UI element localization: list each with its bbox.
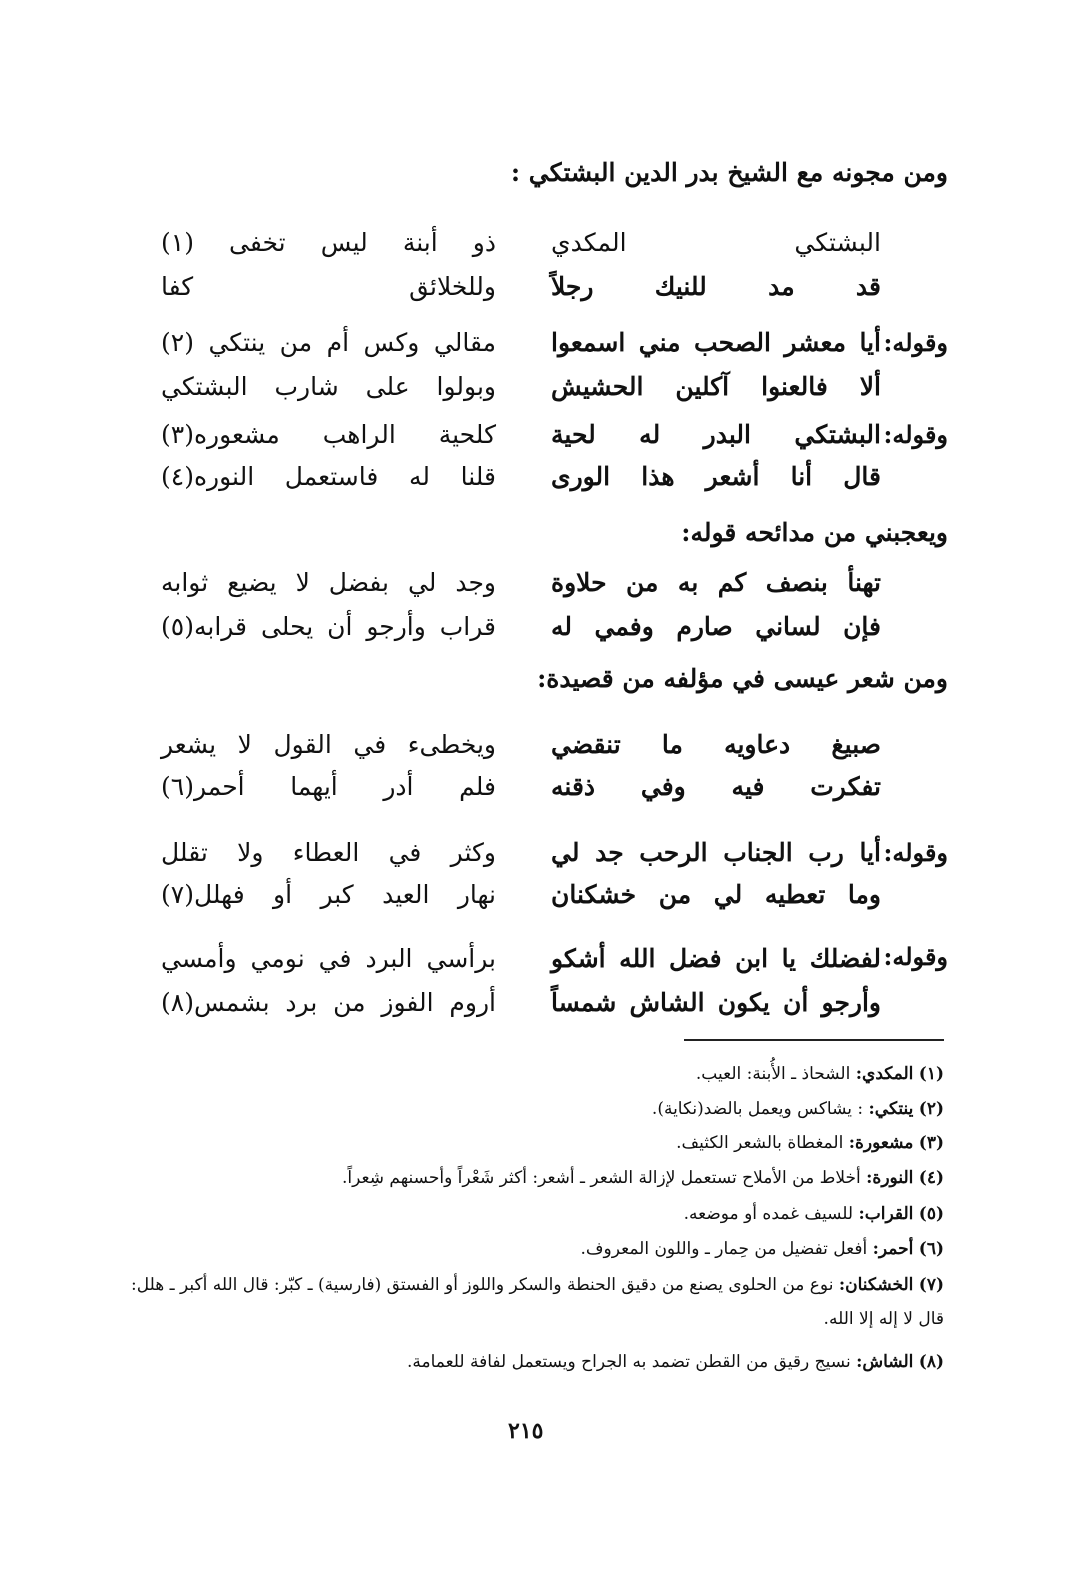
poem7-right-hemistich-2: وأرجو أن يكون الشاش شمساً <box>551 988 881 1017</box>
footnote-7 <box>124 1268 944 1336</box>
footnote-number: (٣) <box>918 1133 944 1153</box>
footnote-text: نسيج رقيق من القطن تضمد به الجراح ويستعمل لفافة للعمامة. <box>406 1352 851 1372</box>
footnote-text: الشحاذ ـ الأُبنة: العيب. <box>695 1064 851 1084</box>
footnote-text: المغطاة بالشعر الكثيف. <box>676 1133 844 1153</box>
poem3-right-hemistich-2: قال أنا أشعر هذا الورى <box>551 462 881 491</box>
footnote-term: النورة: <box>866 1168 914 1188</box>
footnote-text: أخلاط من الأملاح تستعمل لإزالة الشعر ـ أشعر: أكثر شَعْراً وأحسنهم شِعراً. <box>342 1168 861 1188</box>
footnote-1 <box>696 1064 944 1084</box>
madaih-heading: ويعجبني من مدائحه قوله: <box>681 518 948 547</box>
poem6-label: وقوله: <box>883 838 948 867</box>
footnote-text: للسيف غمده أو موضعه. <box>683 1204 854 1224</box>
poem1-left-hemistich-1: ذو أبنة ليس تخفى (١) <box>161 228 496 257</box>
poem2-left-hemistich-1: مقالي وكس أم من ينتكي (٢) <box>161 328 496 357</box>
footnote-8 <box>407 1352 944 1372</box>
footnote-number: (٢) <box>918 1099 944 1119</box>
footnote-term: ينتكي: <box>868 1099 914 1119</box>
poem4-right-hemistich-1: تهنأ بنصف كم به من حلاوة <box>551 568 881 597</box>
footnote-term: أحمر: <box>872 1239 914 1259</box>
poem2-right-hemistich-1: أيا معشر الصحب مني اسمعوا <box>551 328 881 357</box>
footnote-number: (٤) <box>918 1168 944 1188</box>
page-number: ٢١٥ <box>508 1418 544 1444</box>
footnote-6 <box>581 1239 945 1259</box>
poem7-label: وقوله: <box>883 942 948 971</box>
poem6-right-hemistich-1: أيا رب الجناب الرحب جد لي <box>551 838 881 867</box>
footnote-number: (٨) <box>918 1352 944 1372</box>
poem6-left-hemistich-1: وكثر في العطاء ولا تقلل <box>161 838 496 867</box>
footnote-text: : يشاكس ويعمل بالضد(نكاية). <box>651 1099 864 1119</box>
footnote-5 <box>684 1204 944 1224</box>
footnote-4 <box>342 1168 944 1188</box>
footnote-term: الخشكنان: <box>838 1275 914 1295</box>
poem3-right-hemistich-1: البشتكي البدر له لحية <box>551 420 881 449</box>
footnote-3 <box>676 1133 944 1153</box>
poem7-left-hemistich-1: برأسي البرد في نومي وأمسي <box>161 944 496 973</box>
poem1-left-hemistich-2: وللخلائق كفا <box>161 272 496 301</box>
footnote-term: الشاش: <box>856 1352 914 1372</box>
footnote-number: (١) <box>918 1064 944 1084</box>
poem5-left-hemistich-2: فلم أدر أيهما أحمر(٦) <box>161 772 496 801</box>
poem4-left-hemistich-2: قراب وأرجو أن يحلى قرابه(٥) <box>161 612 496 641</box>
poem2-right-hemistich-2: ألا فالعنوا آكلين الحشيش <box>551 372 881 401</box>
poem7-left-hemistich-2: أروم الفوز من برد بشمس(٨) <box>161 988 496 1017</box>
poem1-right-hemistich-2: قد مد للنيك رجلاً <box>551 272 881 301</box>
intro-heading: ومن مجونه مع الشيخ بدر الدين البشتكي : <box>510 158 948 187</box>
footnote-separator <box>684 1039 944 1041</box>
footnote-term: مشعورة: <box>848 1133 914 1153</box>
footnote-number: (٧) <box>918 1275 944 1295</box>
footnote-term: القراب: <box>858 1204 914 1224</box>
footnote-term: المكدي: <box>855 1064 914 1084</box>
poem5-left-hemistich-1: ويخطىء في القول لا يشعر <box>161 730 496 759</box>
poem3-label: وقوله: <box>883 420 948 449</box>
footnote-text: نوع من الحلوى يصنع من دقيق الحنطة والسكر واللوز أو الفستق (فارسية) ـ كبّر: قال الله أكبر ـ هلل: قال لا إله إلا الله. <box>131 1275 944 1329</box>
poem2-label: وقوله: <box>883 328 948 357</box>
poem2-left-hemistich-2: وبولوا على شارب البشتكي <box>161 372 496 401</box>
poem3-left-hemistich-1: كلحية الراهب مشعوره(٣) <box>161 420 496 449</box>
poem3-left-hemistich-2: قلنا له فاستعمل النوره(٤) <box>161 462 496 491</box>
footnote-number: (٥) <box>918 1204 944 1224</box>
isa-heading: ومن شعر عيسى في مؤلفه من قصيدة: <box>537 664 948 693</box>
poem5-right-hemistich-1: صبيغ دعاويه ما تنقضي <box>551 730 881 759</box>
footnote-text: أفعل تفضيل من حِمار ـ واللون المعروف. <box>580 1239 868 1259</box>
poem7-right-hemistich-1: لفضلك يا ابن فضل الله أشكو <box>551 944 881 973</box>
poem4-right-hemistich-2: فإن لساني صارم وفمي له <box>551 612 881 641</box>
poem5-right-hemistich-2: تفكرت فيه وفي ذقنه <box>551 772 881 801</box>
footnote-2 <box>652 1099 944 1119</box>
poem4-left-hemistich-1: وجد لي بفضل لا يضيع ثوابه <box>161 568 496 597</box>
poem1-right-hemistich-1: البشتكي المكدي <box>551 228 881 257</box>
poem6-right-hemistich-2: وما تعطيه لي من خشكنان <box>551 880 881 909</box>
poem6-left-hemistich-2: نهار العيد كبر أو فهلل(٧) <box>161 880 496 909</box>
footnote-number: (٦) <box>918 1239 944 1259</box>
